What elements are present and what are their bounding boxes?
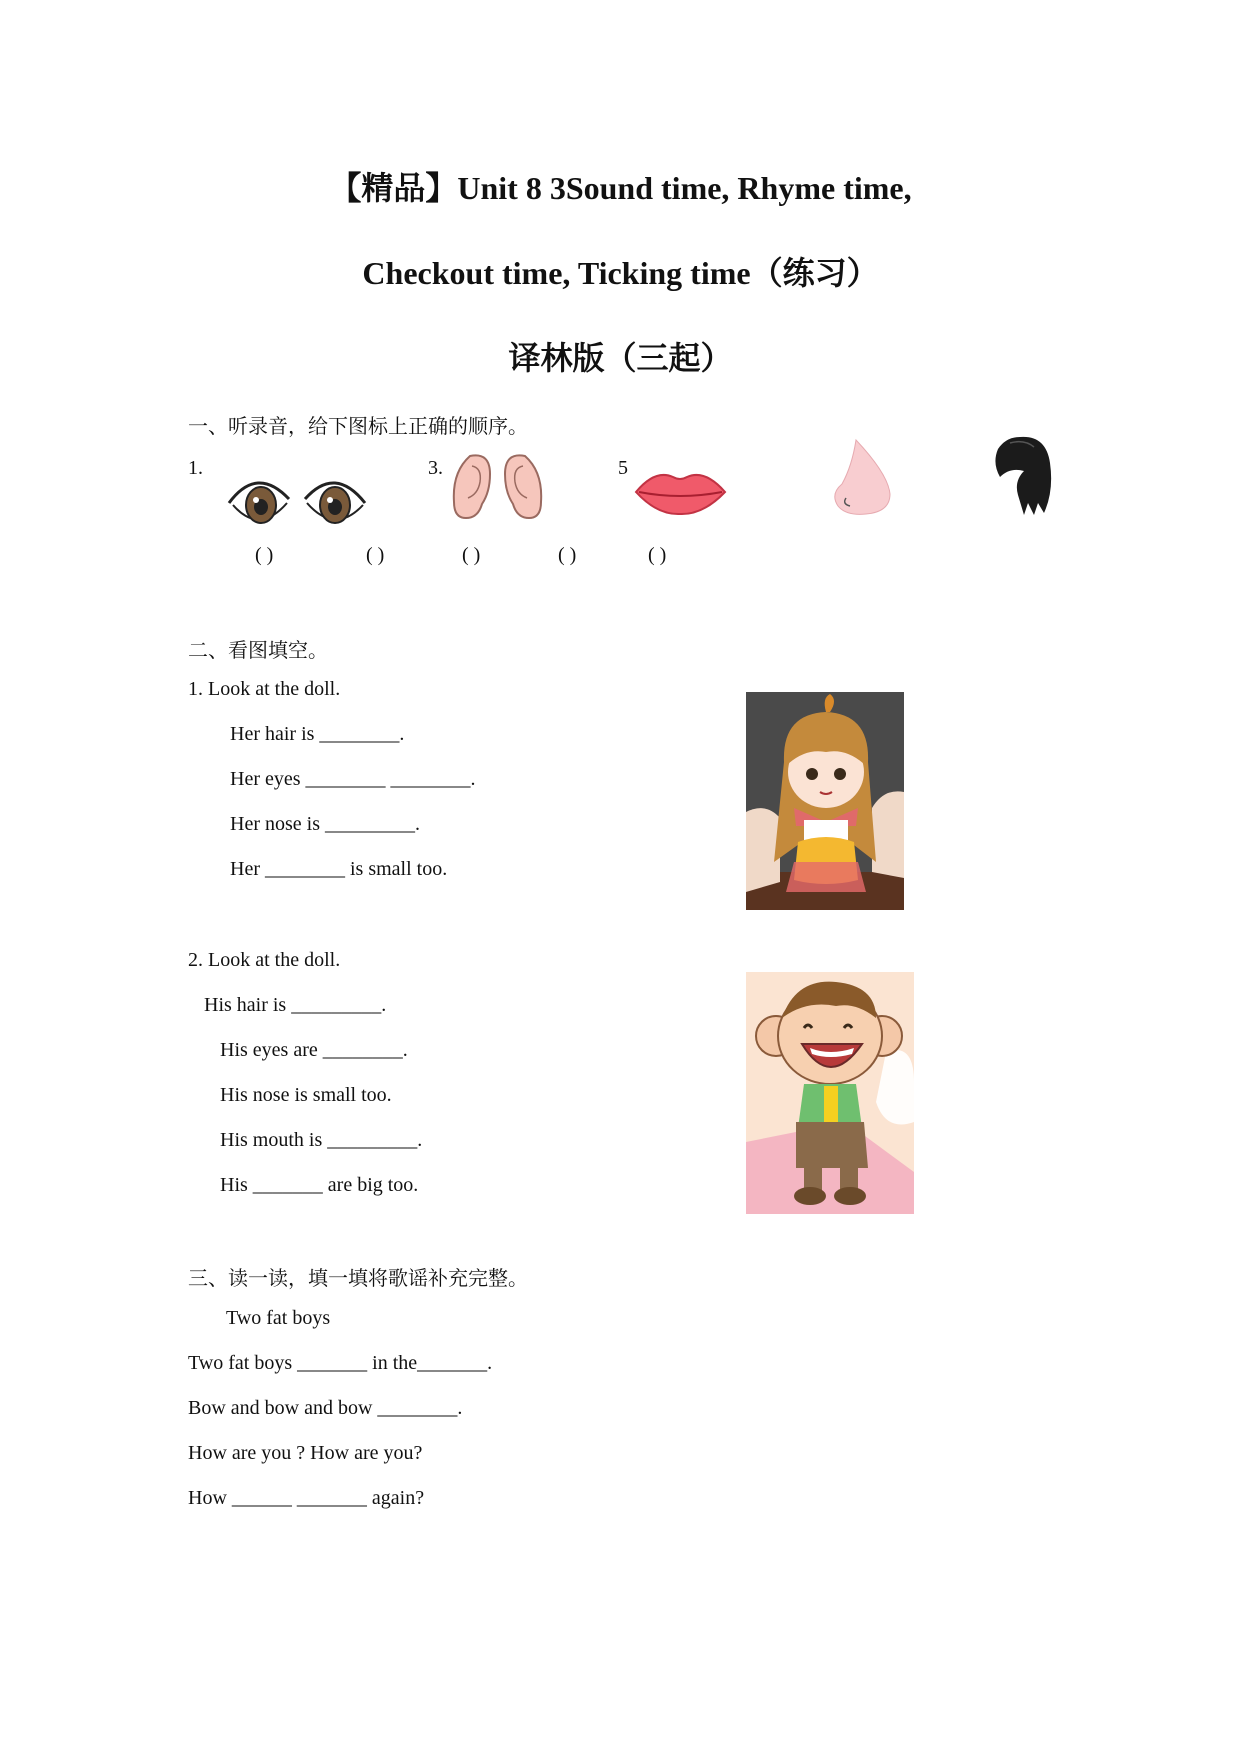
q2-line-5: His _______ are big too. <box>220 1174 419 1196</box>
item-label-3: 3. <box>428 457 443 479</box>
answer-paren-1[interactable]: ( ) <box>255 544 274 566</box>
q2-line-3: His nose is small too. <box>220 1084 392 1106</box>
lips-icon <box>633 467 728 517</box>
page-title-line-3: 译林版（三起） <box>508 340 733 376</box>
poem-line-1: Two fat boys _______ in the_______. <box>188 1352 493 1374</box>
nose-icon <box>828 438 893 518</box>
answer-paren-5[interactable]: ( ) <box>648 544 667 566</box>
poem-line-3: How are you ? How are you? <box>188 1442 423 1464</box>
q2-line-2: His eyes are ________. <box>220 1039 408 1061</box>
poem-line-2: Bow and bow and bow ________. <box>188 1397 463 1419</box>
page-title-line-1: 【精品】Unit 8 3Sound time, Rhyme time, <box>329 170 912 206</box>
item-label-1: 1. <box>188 457 203 479</box>
hair-icon <box>984 433 1059 518</box>
answer-paren-2[interactable]: ( ) <box>366 544 385 566</box>
page-title-line-2: Checkout time, Ticking time（练习） <box>362 255 879 291</box>
poem-line-4: How ______ _______ again? <box>188 1487 425 1509</box>
section-1-heading: 一、听录音，给下图标上正确的顺序。 <box>188 416 528 438</box>
ears-icon <box>450 452 545 522</box>
q1-intro: 1. Look at the doll. <box>188 678 341 700</box>
q2-intro: 2. Look at the doll. <box>188 949 341 971</box>
section-3-heading: 三、读一读，填一填将歌谣补充完整。 <box>188 1268 528 1290</box>
eyes-icon <box>225 463 370 529</box>
answer-paren-4[interactable]: ( ) <box>558 544 577 566</box>
section-2-heading: 二、看图填空。 <box>188 640 328 662</box>
poem-title: Two fat boys <box>226 1307 331 1329</box>
answer-paren-3[interactable]: ( ) <box>462 544 481 566</box>
q2-line-1: His hair is _________. <box>204 994 387 1016</box>
girl-doll-image <box>746 692 904 910</box>
q2-line-4: His mouth is _________. <box>220 1129 423 1151</box>
q1-line-3: Her nose is _________. <box>230 813 420 835</box>
item-label-5: 5 <box>618 457 628 479</box>
q1-line-2: Her eyes ________ ________. <box>230 768 476 790</box>
boy-doll-image <box>746 972 914 1214</box>
q1-line-4: Her ________ is small too. <box>230 858 448 880</box>
q1-line-1: Her hair is ________. <box>230 723 405 745</box>
